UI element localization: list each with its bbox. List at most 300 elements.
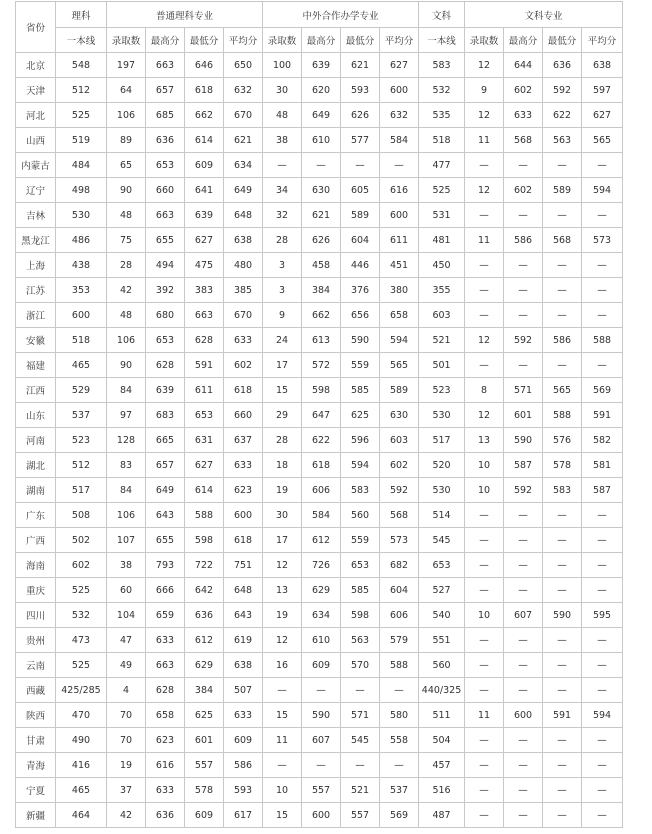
table-cell: 475 [185,253,224,278]
table-cell: — [582,628,623,653]
table-cell: 628 [146,353,185,378]
table-cell: 60 [107,578,146,603]
header-sub-avg: 平均分 [224,28,263,53]
table-cell: — [341,753,380,778]
table-row [16,528,623,553]
table-cell: 24 [263,328,302,353]
table-cell: 100 [263,53,302,78]
table-cell: 657 [146,453,185,478]
table-cell: 465 [56,353,107,378]
table-cell: 568 [543,228,582,253]
table-cell: 621 [341,53,380,78]
table-cell: 384 [185,678,224,703]
table-row [16,778,623,803]
table-row [16,353,623,378]
province-cell: 贵州 [16,628,56,653]
table-cell: 646 [185,53,224,78]
table-cell: 470 [56,703,107,728]
table-cell: 582 [582,428,623,453]
table-cell: 106 [107,103,146,128]
table-cell: 647 [302,403,341,428]
table-cell: 11 [465,228,504,253]
table-row [16,403,623,428]
table-cell: 793 [146,553,185,578]
table-cell: 625 [185,703,224,728]
table-cell: 629 [185,653,224,678]
table-row [16,478,623,503]
table-cell: 83 [107,453,146,478]
table-cell: 19 [263,478,302,503]
header-sub-max: 最高分 [146,28,185,53]
table-cell: 659 [146,603,185,628]
table-cell: 685 [146,103,185,128]
table-cell: — [582,278,623,303]
table-cell: 355 [419,278,465,303]
table-cell: — [465,278,504,303]
province-cell: 四川 [16,603,56,628]
table-cell: 594 [341,453,380,478]
table-cell: 657 [146,78,185,103]
header-sub-min: 最低分 [341,28,380,53]
table-row [16,503,623,528]
table-cell: 649 [146,478,185,503]
province-cell: 湖北 [16,453,56,478]
table-cell: 609 [185,803,224,828]
table-cell: 4 [107,678,146,703]
table-cell: 653 [185,403,224,428]
table-cell: 623 [224,478,263,503]
table-cell: 663 [146,653,185,678]
province-cell: 浙江 [16,303,56,328]
table-cell: — [543,303,582,328]
table-cell: — [465,803,504,828]
header-arts-line-bottom: 一本线 [419,28,465,53]
table-cell: 662 [302,303,341,328]
table-cell: 34 [263,178,302,203]
province-cell: 山东 [16,403,56,428]
table-cell: 520 [419,453,465,478]
table-cell: — [582,753,623,778]
province-cell: 陕西 [16,703,56,728]
table-cell: 648 [224,578,263,603]
table-cell: — [380,153,419,178]
table-row [16,653,623,678]
table-cell: 565 [543,378,582,403]
table-cell: 634 [224,153,263,178]
table-cell: 614 [185,128,224,153]
table-cell: 609 [224,728,263,753]
table-cell: 540 [419,603,465,628]
table-cell: 49 [107,653,146,678]
table-cell: 560 [341,503,380,528]
table-cell: 583 [341,478,380,503]
table-cell: — [543,153,582,178]
table-cell: 560 [419,653,465,678]
table-cell: — [504,678,543,703]
header-group-arts: 文科专业 [465,2,623,28]
table-cell: 384 [302,278,341,303]
table-cell: 30 [263,503,302,528]
table-cell: — [582,653,623,678]
table-cell: 606 [380,603,419,628]
table-cell: 578 [185,778,224,803]
table-cell: 613 [302,328,341,353]
table-cell: 10 [263,778,302,803]
table-cell: 529 [56,378,107,403]
table-cell: 592 [543,78,582,103]
table-cell: 621 [302,203,341,228]
table-cell: 12 [465,178,504,203]
province-cell: 新疆 [16,803,56,828]
table-cell: 602 [56,553,107,578]
table-cell: 107 [107,528,146,553]
table-cell: 616 [380,178,419,203]
table-cell: 523 [56,428,107,453]
table-cell: 598 [302,378,341,403]
header-sub-avg: 平均分 [380,28,419,53]
table-cell: 525 [56,103,107,128]
table-cell: 629 [302,578,341,603]
table-cell: 590 [504,428,543,453]
table-cell: 563 [543,128,582,153]
table-cell: 663 [146,53,185,78]
table-cell: 634 [302,603,341,628]
table-cell: — [543,203,582,228]
table-row [16,703,623,728]
table-cell: — [582,353,623,378]
table-cell: 106 [107,328,146,353]
table-cell: 660 [224,403,263,428]
table-cell: 494 [146,253,185,278]
table-cell: 512 [56,453,107,478]
table-cell: 591 [582,403,623,428]
table-cell: 590 [543,603,582,628]
table-cell: 523 [419,378,465,403]
table-cell: 610 [302,128,341,153]
header-group-sino-foreign: 中外合作办学专业 [263,2,419,28]
table-cell: 70 [107,703,146,728]
table-cell: 662 [185,103,224,128]
table-cell: 392 [146,278,185,303]
table-cell: — [465,628,504,653]
table-cell: 48 [263,103,302,128]
table-cell: 90 [107,178,146,203]
table-cell: 380 [380,278,419,303]
table-cell: — [380,753,419,778]
table-cell: 11 [465,703,504,728]
header-sub-min: 最低分 [543,28,582,53]
table-cell: 197 [107,53,146,78]
table-cell: 579 [380,628,419,653]
table-cell: 592 [380,478,419,503]
table-cell: 13 [263,578,302,603]
table-cell: 611 [380,228,419,253]
table-cell: 588 [582,328,623,353]
table-cell: — [263,678,302,703]
header-sub-enrolled: 录取数 [107,28,146,53]
table-cell: 609 [302,653,341,678]
table-row [16,303,623,328]
table-cell: — [543,353,582,378]
table-cell: 663 [185,303,224,328]
table-cell: 586 [543,328,582,353]
table-cell: 17 [263,353,302,378]
table-cell: — [504,553,543,578]
table-cell: 570 [341,653,380,678]
table-cell: 11 [263,728,302,753]
table-row [16,753,623,778]
table-cell: 484 [56,153,107,178]
table-cell: — [582,303,623,328]
table-cell: 643 [146,503,185,528]
table-cell: 548 [56,53,107,78]
table-cell: — [582,503,623,528]
table-cell: 630 [380,403,419,428]
table-cell: 458 [302,253,341,278]
table-cell: 383 [185,278,224,303]
table-row [16,578,623,603]
table-cell: 584 [380,128,419,153]
table-cell: 19 [107,753,146,778]
table-row [16,603,623,628]
header-row-groups [16,2,623,28]
table-cell: 464 [56,803,107,828]
table-cell: 521 [341,778,380,803]
table-cell: 593 [341,78,380,103]
table-cell: 446 [341,253,380,278]
table-cell: 11 [465,128,504,153]
table-cell: 642 [185,578,224,603]
table-cell: 84 [107,378,146,403]
table-cell: — [543,778,582,803]
table-cell: 600 [380,203,419,228]
table-cell: — [504,253,543,278]
table-cell: 128 [107,428,146,453]
table-cell: 535 [419,103,465,128]
table-cell: 722 [185,553,224,578]
table-cell: 525 [419,178,465,203]
table-cell: 525 [56,578,107,603]
table-cell: 584 [302,503,341,528]
table-cell: — [465,753,504,778]
table-cell: 517 [56,478,107,503]
table-cell: 595 [582,603,623,628]
table-cell: 611 [185,378,224,403]
province-cell: 江苏 [16,278,56,303]
table-cell: 573 [380,528,419,553]
table-cell: 655 [146,228,185,253]
table-cell: 594 [380,328,419,353]
province-cell: 重庆 [16,578,56,603]
table-cell: 604 [341,228,380,253]
table-cell: 551 [419,628,465,653]
table-cell: 638 [582,53,623,78]
table-cell: 603 [380,428,419,453]
table-cell: 521 [419,328,465,353]
table-cell: 557 [302,778,341,803]
table-cell: 457 [419,753,465,778]
table-cell: 530 [419,403,465,428]
table-cell: 15 [263,803,302,828]
table-cell: — [543,278,582,303]
table-cell: 590 [302,703,341,728]
table-cell: 622 [302,428,341,453]
table-cell: 504 [419,728,465,753]
table-cell: 480 [224,253,263,278]
table-cell: — [582,803,623,828]
table-cell: 626 [302,228,341,253]
table-row [16,803,623,828]
table-cell: 12 [465,328,504,353]
table-cell: 592 [504,328,543,353]
table-cell: — [582,728,623,753]
table-cell: 618 [224,378,263,403]
table-cell: — [504,353,543,378]
table-cell: 636 [146,803,185,828]
table-cell: 38 [107,553,146,578]
table-cell: — [582,153,623,178]
table-cell: 596 [341,428,380,453]
table-cell: 636 [146,128,185,153]
table-cell: — [543,678,582,703]
table-cell: 581 [582,453,623,478]
table-cell: 9 [465,78,504,103]
table-cell: — [543,553,582,578]
table-cell: — [543,503,582,528]
table-cell: 588 [380,653,419,678]
table-cell: 65 [107,153,146,178]
table-cell: — [465,528,504,553]
table-cell: 589 [543,178,582,203]
table-cell: 487 [419,803,465,828]
table-cell: 650 [224,53,263,78]
table-row [16,378,623,403]
table-cell: 563 [341,628,380,653]
table-cell: — [504,203,543,228]
table-cell: 29 [263,403,302,428]
table-cell: 516 [419,778,465,803]
table-cell: 639 [146,378,185,403]
table-cell: 583 [419,53,465,78]
province-cell: 河北 [16,103,56,128]
table-cell: 571 [504,378,543,403]
table-cell: — [543,578,582,603]
table-cell: 425/285 [56,678,107,703]
province-cell: 西藏 [16,678,56,703]
table-cell: 75 [107,228,146,253]
table-cell: 602 [224,353,263,378]
table-cell: 649 [302,103,341,128]
table-cell: 683 [146,403,185,428]
table-cell: 588 [543,403,582,428]
table-cell: — [504,303,543,328]
table-cell: — [582,778,623,803]
header-sub-avg: 平均分 [582,28,623,53]
header-group-regular-sci: 普通理科专业 [107,2,263,28]
table-cell: 376 [341,278,380,303]
table-cell: 568 [504,128,543,153]
province-cell: 吉林 [16,203,56,228]
table-cell: 440/325 [419,678,465,703]
table-cell: 631 [185,428,224,453]
table-cell: 15 [263,378,302,403]
table-cell: 618 [185,78,224,103]
table-cell: 641 [185,178,224,203]
table-cell: 353 [56,278,107,303]
header-row-subcolumns [16,28,623,53]
table-cell: 628 [146,678,185,703]
table-row [16,678,623,703]
table-cell: 603 [419,303,465,328]
table-row [16,553,623,578]
table-cell: — [380,678,419,703]
table-cell: 89 [107,128,146,153]
table-cell: — [504,578,543,603]
table-cell: — [543,753,582,778]
table-cell: 653 [341,553,380,578]
table-cell: 13 [465,428,504,453]
table-row [16,278,623,303]
table-cell: 614 [185,478,224,503]
table-cell: 649 [224,178,263,203]
table-cell: 639 [185,203,224,228]
table-cell: 465 [56,778,107,803]
table-cell: 512 [56,78,107,103]
table-row [16,128,623,153]
table-cell: 18 [263,453,302,478]
table-cell: — [504,503,543,528]
table-cell: 106 [107,503,146,528]
table-cell: 97 [107,403,146,428]
table-cell: — [465,653,504,678]
table-cell: 576 [543,428,582,453]
table-cell: 64 [107,78,146,103]
table-cell: 593 [224,778,263,803]
table-cell: 42 [107,278,146,303]
table-cell: 633 [224,703,263,728]
table-cell: 632 [224,78,263,103]
admission-scores-table [15,1,623,828]
table-cell: 104 [107,603,146,628]
table-cell: 633 [224,453,263,478]
table-row [16,253,623,278]
table-cell: 17 [263,528,302,553]
table-cell: — [263,753,302,778]
table-cell: 30 [263,78,302,103]
province-cell: 湖南 [16,478,56,503]
table-cell: 70 [107,728,146,753]
table-cell: 37 [107,778,146,803]
table-cell: — [465,503,504,528]
table-cell: 636 [185,603,224,628]
table-cell: — [582,553,623,578]
table-cell: 588 [185,503,224,528]
table-cell: 90 [107,353,146,378]
table-cell: — [465,678,504,703]
table-row [16,203,623,228]
table-cell: 586 [504,228,543,253]
table-cell: 594 [582,703,623,728]
table-row [16,153,623,178]
table-cell: — [543,653,582,678]
province-cell: 甘肃 [16,728,56,753]
table-cell: 751 [224,553,263,578]
table-cell: 12 [465,53,504,78]
table-cell: 565 [582,128,623,153]
table-cell: 507 [224,678,263,703]
table-cell: 477 [419,153,465,178]
table-cell: 601 [185,728,224,753]
